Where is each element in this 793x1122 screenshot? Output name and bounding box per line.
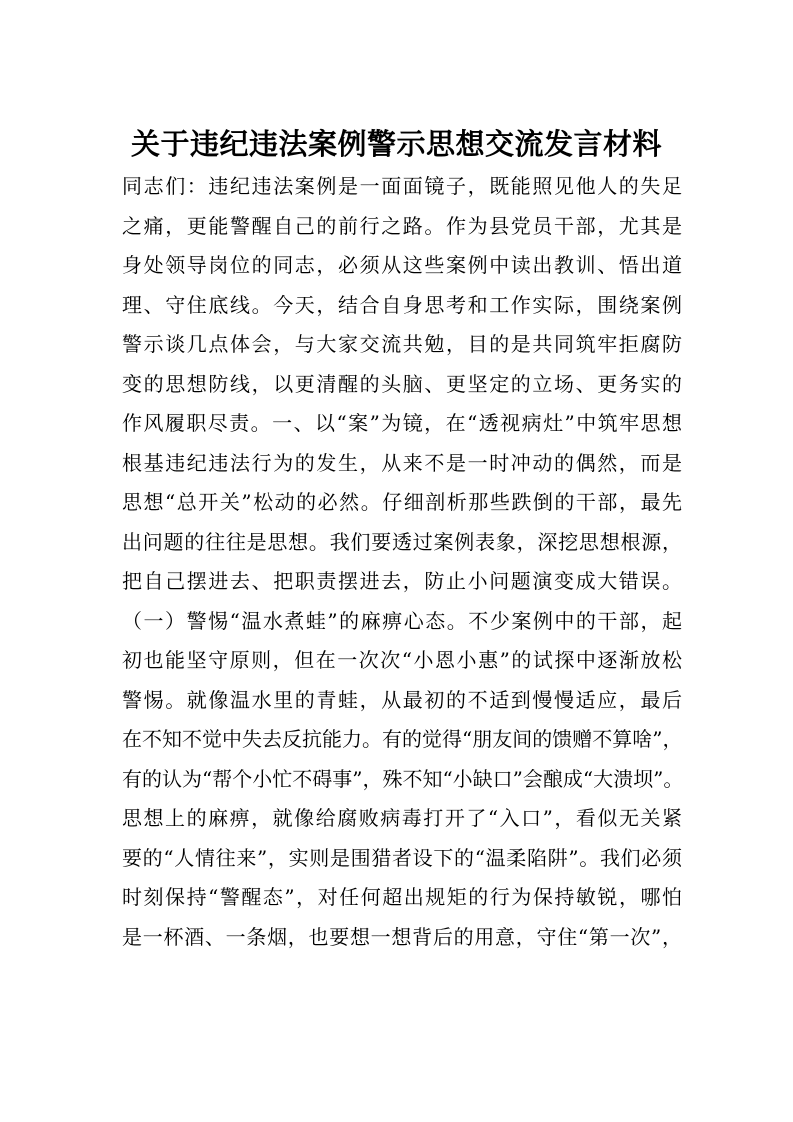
- body-line: 身处领导岗位的同志，必须从这些案例中读出教训、悟出道: [122, 253, 682, 277]
- body-line: 思想上的麻痹，就像给腐败病毒打开了“入口”，看似无关紧: [122, 806, 682, 830]
- body-line: 根基违纪违法行为的发生，从来不是一时冲动的偶然，而是: [122, 450, 682, 475]
- body-line: 是一杯酒、一条烟，也要想一想背后的用意，守住“第一次”，: [122, 924, 682, 949]
- body-line: 有的认为“帮个小忙不碍事”，殊不知“小缺口”会酿成“大溃坝”。: [122, 766, 684, 791]
- body-line: 出问题的往往是思想。我们要透过案例表象，深挖思想根源，: [122, 529, 682, 554]
- body-line: 变的思想防线，以更清醒的头脑、更坚定的立场、更务实的: [122, 371, 682, 396]
- body-line: 警示谈几点体会，与大家交流共勉，目的是共同筑牢拒腐防: [122, 332, 682, 356]
- body-line: 把自己摆进去、把职责摆进去，防止小问题演变成大错误。: [122, 569, 682, 593]
- body-line: 作风履职尽责。一、以“案”为镜，在“透视病灶”中筑牢思想: [122, 411, 682, 435]
- body-line: 初也能坚守原则，但在一次次“小恩小惠”的试探中逐渐放松: [122, 648, 682, 672]
- body-line: 要的“人情往来”，实则是围猎者设下的“温柔陷阱”。我们必须: [122, 845, 682, 870]
- body-line: 同志们：违纪违法案例是一面面镜子，既能照见他人的失足: [122, 174, 682, 198]
- document-title: 关于违纪违法案例警示思想交流发言材料: [130, 127, 662, 161]
- body-line: 理、守住底线。今天，结合自身思考和工作实际，围绕案例: [122, 292, 682, 317]
- body-line: 之痛，更能警醒自己的前行之路。作为县党员干部，尤其是: [122, 213, 682, 238]
- body-line: 在不知不觉中失去反抗能力。有的觉得“朋友间的馈赠不算啥”，: [122, 727, 683, 751]
- body-line: 思想“总开关”松动的必然。仔细剖析那些跌倒的干部，最先: [122, 490, 682, 514]
- document-body: [122, 167, 682, 957]
- body-line: （一）警惕“温水煮蛙”的麻痹心态。不少案例中的干部，起: [122, 608, 682, 633]
- body-line: 警惕。就像温水里的青蛙，从最初的不适到慢慢适应，最后: [122, 687, 682, 712]
- body-line: 时刻保持“警醒态”，对任何超出规矩的行为保持敏锐，哪怕: [122, 885, 682, 909]
